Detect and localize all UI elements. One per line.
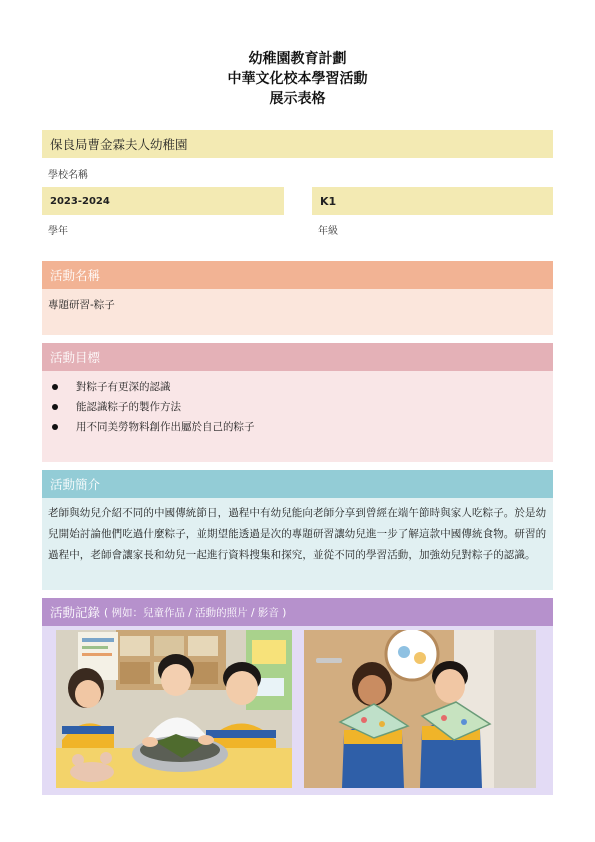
school-year-field	[42, 187, 284, 215]
objective-item: 能認識粽子的製作方法	[50, 397, 553, 417]
school-year-value: 2023-2024	[50, 195, 110, 207]
school-year-label: 學年	[48, 226, 68, 237]
intro-heading: 活動簡介	[42, 470, 553, 498]
objective-item: 用不同美勞物料創作出屬於自己的粽子	[50, 417, 553, 437]
intro-body	[42, 498, 553, 590]
record-title: 活動記錄	[50, 605, 101, 620]
school-name-label: 學校名稱	[48, 170, 88, 181]
grade-value: K1	[320, 194, 337, 208]
grade-field	[312, 187, 553, 215]
bullet-icon	[52, 384, 58, 390]
grade-label: 年級	[318, 226, 338, 237]
activity-name-value: 專題研習-粽子	[48, 299, 115, 311]
objective-item: 對粽子有更深的認識	[50, 377, 553, 397]
activity-name-heading: 活動名稱	[42, 261, 553, 289]
activity-name-body	[42, 289, 553, 335]
plan-title: 幼稚園教育計劃	[248, 51, 347, 67]
objectives-heading: 活動目標	[42, 343, 553, 371]
bullet-icon	[52, 404, 58, 410]
form-title: 展示表格	[269, 91, 326, 107]
bullet-icon	[52, 424, 58, 430]
school-name-value: 保良局曹金霖夫人幼稚園	[50, 137, 188, 152]
record-note: ( 例如：兒童作品 / 活動的照片 / 影音 )	[104, 606, 287, 619]
school-name-field	[42, 130, 553, 158]
record-heading	[42, 598, 553, 626]
activity-type-title: 中華文化校本學習活動	[227, 71, 368, 87]
objectives-list	[42, 371, 553, 437]
activity-photo-2	[304, 630, 536, 788]
intro-text: 老師與幼兒介紹不同的中國傳統節日，過程中有幼兒能向老師分享到曾經在端午節時與家人吃粽子。於是幼兒開始討論他們吃過什麼粽子，並期望能透過是次的專題研習讓幼兒進一步了解這款中國傳統食物。研習的過程中，老師會讓家長和幼兒一起進行資料搜集和探究，並從不同的學習活動，加強幼兒對粽子的認識。	[48, 507, 547, 561]
objectives-body	[42, 371, 553, 462]
activity-photo-1	[56, 630, 292, 788]
